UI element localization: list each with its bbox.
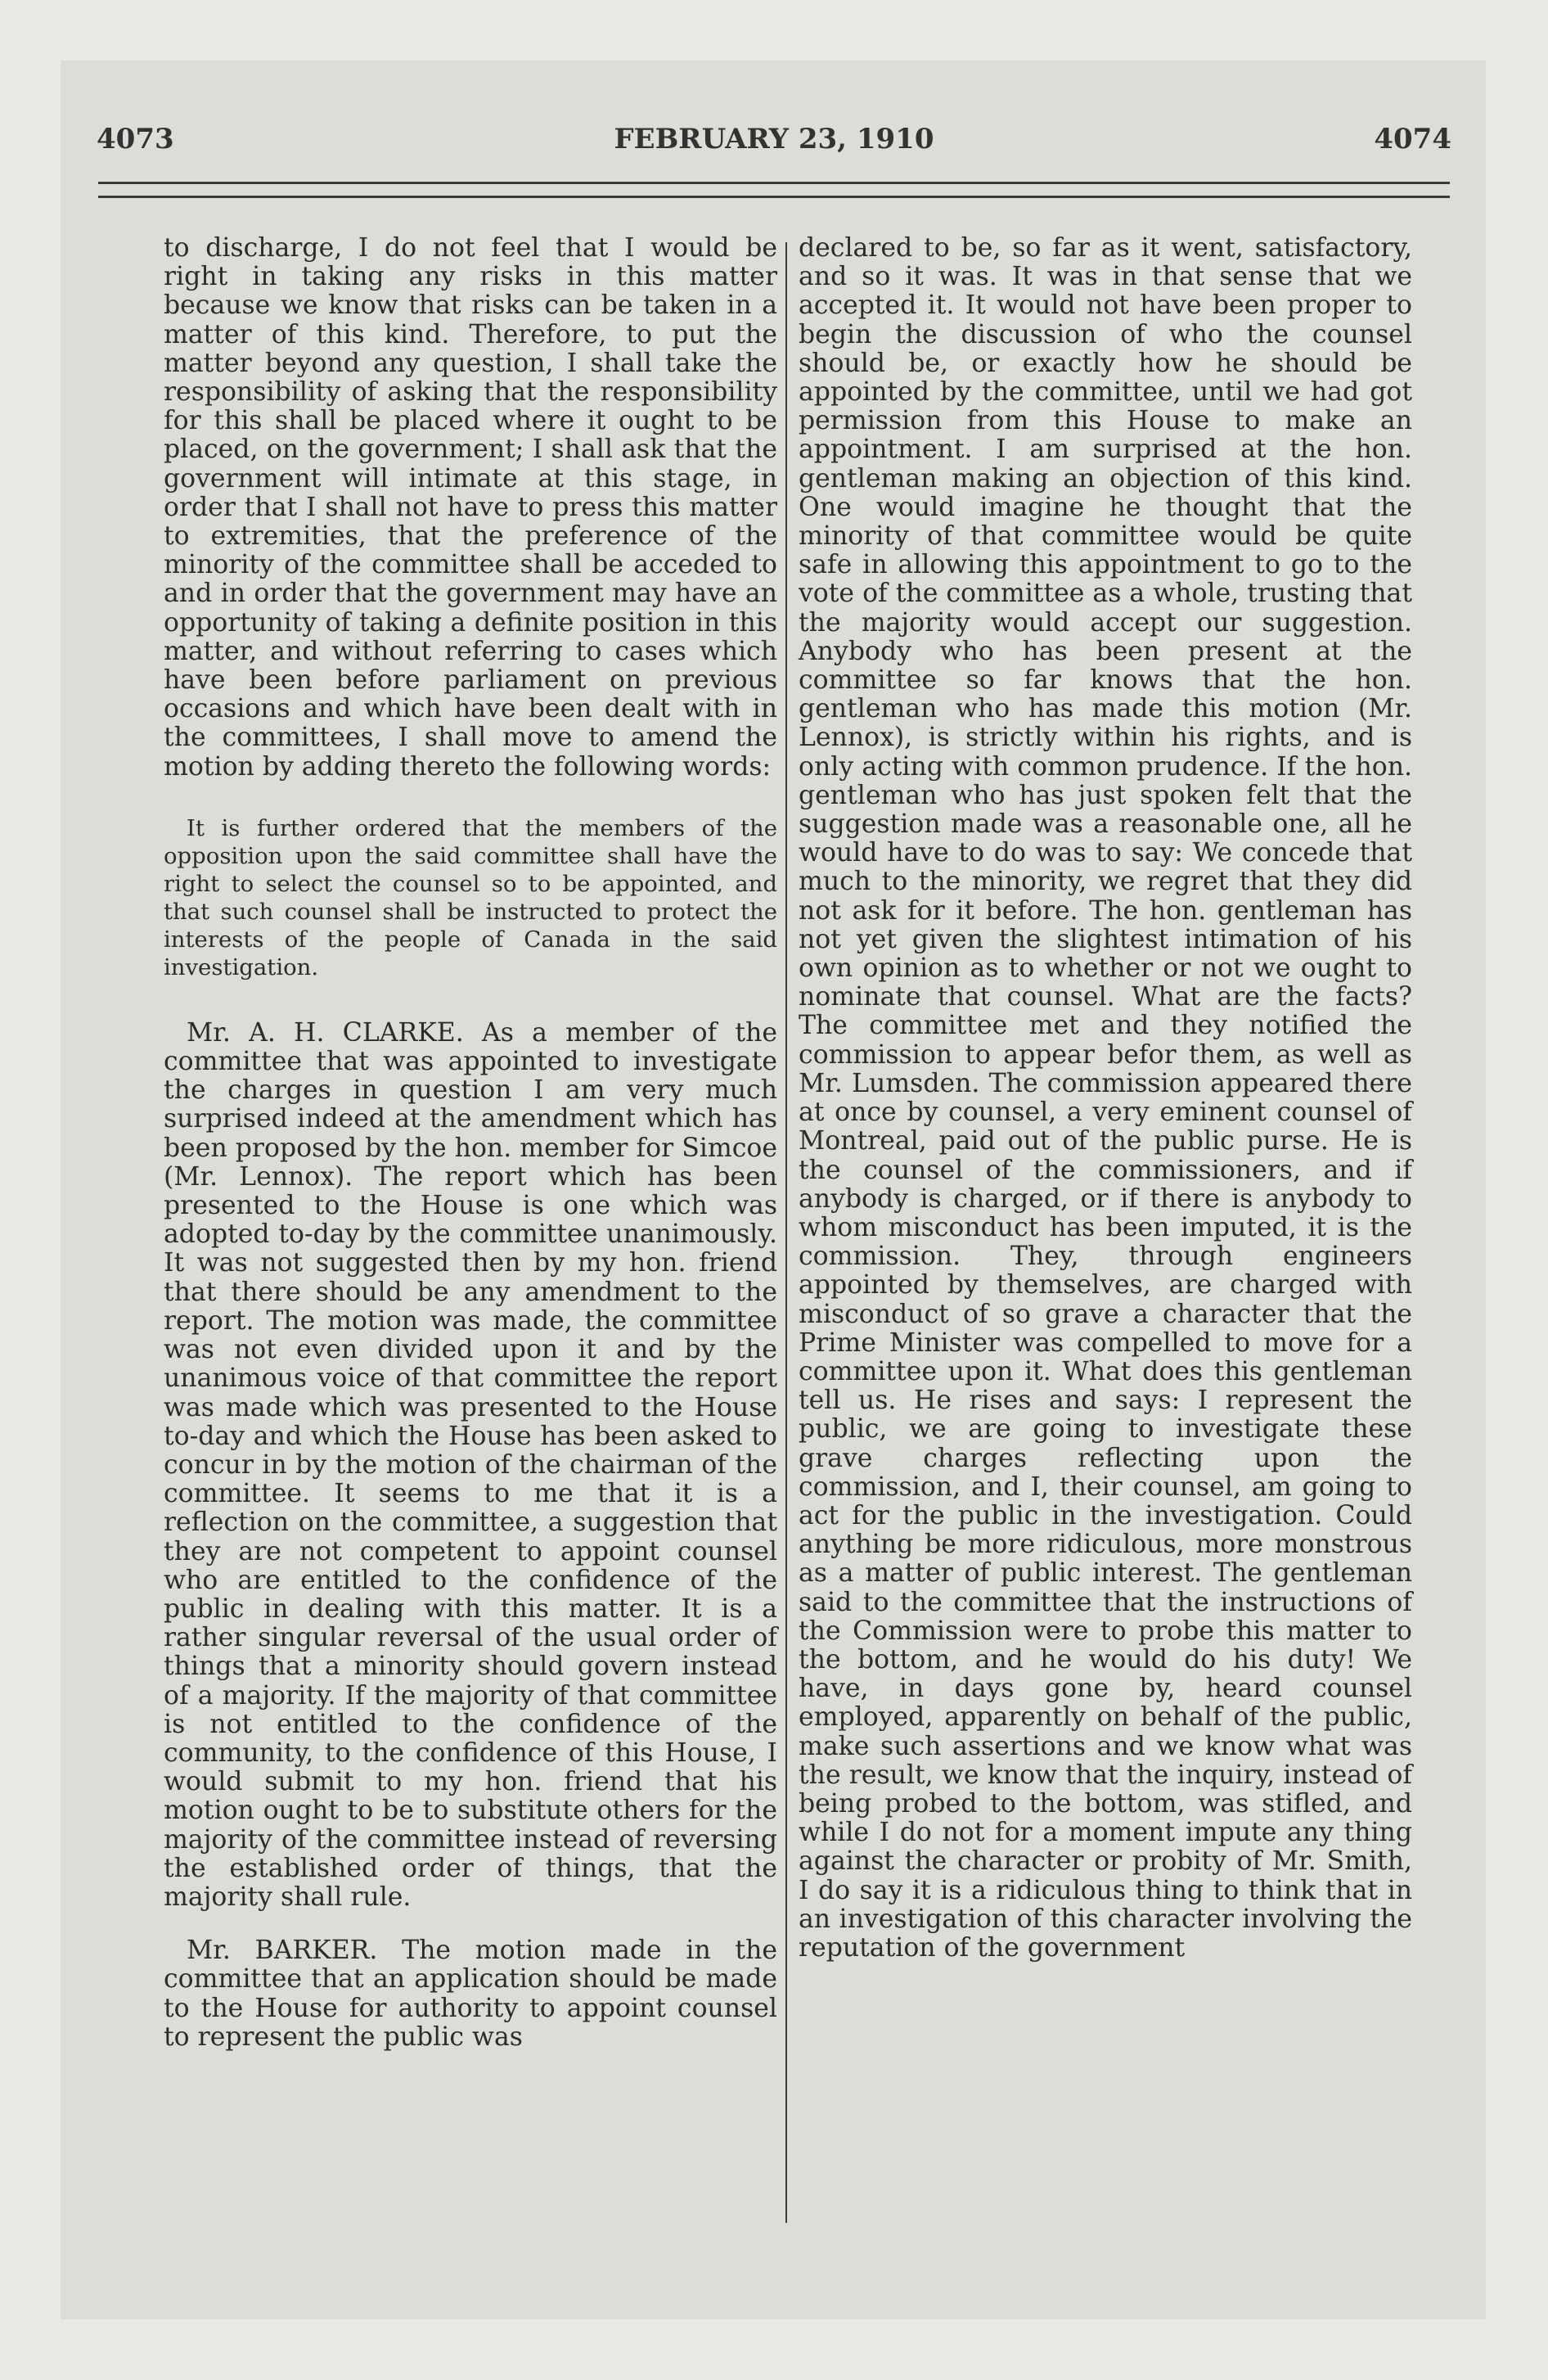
right-column [799,234,1412,1963]
amendment-quote: It is further ordered that the members of the opposition upon the said committee shall have the right to select the counsel so to be appointed, and that such counsel shall be instructed to protect the interests of the people of Canada in the said investigation. [164,814,777,980]
speaker-name: Mr. A. H. CLARKE. [187,1017,464,1048]
speech-clarke [164,1019,777,1912]
header-rule [98,182,1450,198]
speech-barker [164,1936,777,2052]
speech-text: As a member of the committee that was appointed to investigate the charges in question I am very much surprised indeed at the amendment which has been proposed by the hon. member for Simcoe (Mr. Lennox). The report which has been presented to the House is one which was adopted to-day by the committee unanimously. It was not suggested then by my hon. friend that there should be any amendment to the report. The motion was made, the committee was not even divided upon it and by the unanimous voice of that committee the report was made which was presented to the House to-day and which the House has been asked to concur in by the motion of the chairman of the committee. It seems to me that it is a reflection on the committee, a suggestion that they are not competent to appoint counsel who are entitled to the confidence of the public in dealing with this matter. It is a rather singular reversal of the usual order of things that a minority should govern instead of a majority. If the majority of that committee is not entitled to the confidence of the community, to the confidence of this House, I would submit to my hon. friend that his motion ought to be to substitute others for the majority of the committee instead of reversing the established order of things, that the majority shall rule. [164,1017,777,1912]
page-header [97,123,1451,172]
speech-text: The motion made in the committee that an application should be made to the House for authority to appoint counsel to represent the public was [164,1936,778,2052]
right-paragraph-1: declared to be, so far as it went, satisfactory, and so it was. It was in that sense that we accepted it. It would not have been proper to begin the discussion of who the counsel should be, or exactly how he should be appointed by the committee, until we had got permission from this House to make an appointment. I am surprised at the hon. gentleman making an objection of this kind. One would imagine he thought that the minority of that committee would be quite safe in allowing this appointment to go to the vote of the committee as a whole, trusting that the majority would accept our suggestion. Anybody who has been present at the committee so far knows that the hon. gentleman who has made this motion (Mr. Lennox), is strictly within his rights, and is only acting with common prudence. If the hon. gentleman who has just spoken felt that the suggestion made was a reasonable one, all he would have to do was to say: We concede that much to the minority, we regret that they did not ask for it before. The hon. gentleman has not yet given the slightest intimation of his own opinion as to whether or not we ought to nominate that counsel. What are the facts? The committee met and they notified the commission to appear befor them, as well as Mr. Lumsden. The commission appeared there at once by counsel, a very eminent counsel of Montreal, paid out of the public purse. He is the counsel of the commissioners, and if anybody is charged, or if there is anybody to whom misconduct has been imputed, it is the commission. They, through engineers appointed by themselves, are charged with misconduct of so grave a character that the Prime Minister was compelled to move for a committee upon it. What does this gentleman tell us. He rises and says: I represent the public, we are going to investigate these grave charges reflecting upon the commission, and I, their counsel, am going to act for the public in the investigation. Could anything be more ridiculous, more monstrous as a matter of public interest. The gentleman said to the committee that the instructions of the Commission were to probe this matter to the bottom, and he would do his duty! We have, in days gone by, heard counsel employed, apparently on behalf of the public, make such assertions and we know what was the result, we know that the inquiry, instead of being probed to the bottom, was stifled, and while I do not for a moment impute any thing against the character or probity of Mr. Smith, I do say it is a ridiculous thing to think that in an investigation of this character involving the reputation of the government [799,233,1412,1963]
left-column [164,234,777,2052]
page-number-right: 4074 [1374,123,1451,156]
page-number-left: 4073 [97,123,174,156]
speaker-name: Mr. BARKER. [187,1936,378,1966]
column-divider [785,242,787,2223]
page-date: FEBRUARY 23, 1910 [614,123,934,156]
left-paragraph-1: to discharge, I do not feel that I would be right in taking any risks in this matter because we know that risks can be taken in a matter of this kind. Therefore, to put the matter beyond any question, I shall take the responsibility of asking that the responsibility for this shall be placed where it ought to be placed, on the government; I shall ask that the government will intimate at this stage, in order that I shall not have to press this matter to extremities, that the preference of the minority of the committee shall be acceded to and in order that the government may have an opportunity of taking a definite position in this matter, and without referring to cases which have been before parliament on previous occasions and which have been dealt with in the committees, I shall move to amend the motion by adding thereto the following words: [164,233,777,782]
